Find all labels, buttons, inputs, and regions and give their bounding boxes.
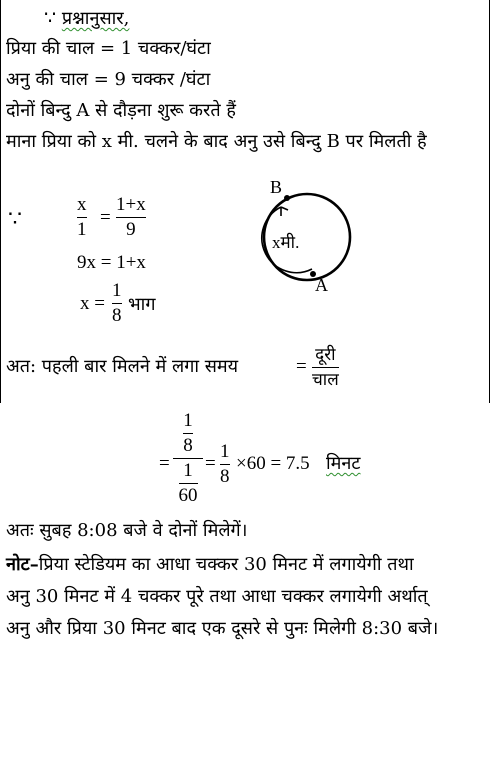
calc-equals-1: =: [159, 453, 170, 474]
compound-denominator: [179, 460, 198, 507]
note-line-1: [6, 554, 414, 576]
fraction-bar: [77, 217, 87, 218]
label-a: A: [315, 275, 328, 295]
arrowhead: [281, 207, 288, 216]
eq1-rhs-fraction: [116, 194, 146, 241]
compound-fraction: [173, 410, 203, 507]
one-eighth-fraction: [220, 441, 230, 488]
arc-label: xमी.: [272, 233, 300, 252]
one-eighth-den: 8: [220, 466, 230, 487]
point-b-dot: [284, 195, 290, 201]
calc-equals-2: =: [205, 453, 216, 474]
given-assumption: माना प्रिया को x मी. चलने के बाद अनु उसे बिन्दु B पर मिलती है: [6, 131, 427, 152]
circular-track-diagram: [255, 175, 365, 295]
main-fraction-bar: [173, 458, 203, 459]
calc-unit: मिनट: [326, 453, 361, 474]
speed-label: चाल: [312, 370, 339, 390]
note-label: नोट–: [6, 554, 39, 575]
eq3-unit: भाग: [128, 294, 156, 315]
eq1-lhs-fraction: [77, 194, 87, 241]
time-formula-equals: =: [296, 356, 307, 377]
note-line-3: अनु और प्रिया 30 मिनट बाद एक दूसरे से पुनः मिलेगी 8:30 बजे।: [6, 618, 439, 639]
fraction-bar: [312, 367, 339, 368]
compound-num-den: 8: [183, 435, 193, 456]
compound-numerator: [183, 410, 193, 457]
eq1-lhs-numerator: x: [77, 194, 87, 215]
given-anu-speed: अनु की चाल = 9 चक्कर /घंटा: [6, 69, 211, 90]
eq1-rhs-numerator: 1+x: [116, 194, 146, 215]
fraction-bar: [179, 483, 198, 484]
fraction-bar: [116, 217, 146, 218]
one-eighth-num: 1: [220, 441, 230, 462]
compound-num-num: 1: [183, 410, 193, 431]
fraction-bar: [112, 303, 122, 304]
calc-result: ×60 = 7.5: [236, 453, 310, 474]
given-start-point: दोनों बिन्दु A से दौड़ना शुरू करते हैं: [6, 100, 236, 121]
eq1-lhs-denominator: 1: [77, 219, 87, 240]
eq1-equals: =: [100, 207, 111, 228]
heading-text: प्रश्नानुसार,: [61, 8, 130, 29]
eq3-lhs: x =: [80, 293, 105, 314]
eq1-rhs-denominator: 9: [126, 219, 136, 240]
because-symbol: ∵: [44, 8, 57, 29]
given-priya-speed: प्रिया की चाल = 1 चक्कर/घंटा: [6, 38, 211, 59]
eq2: 9x = 1+x: [77, 252, 146, 273]
eq3-denominator: 8: [112, 305, 122, 326]
eq3-numerator: 1: [112, 280, 122, 301]
distance-label: दूरी: [315, 345, 336, 365]
heading-line: [44, 8, 129, 30]
compound-den-den: 60: [178, 485, 198, 506]
conclusion-line: अतः सुबह 8:08 बजे वे दोनों मिलेगें।: [6, 520, 248, 541]
eq3-fraction: [112, 280, 122, 327]
note-text-1: प्रिया स्टेडियम का आधा चक्कर 30 मिनट में लगायेगी तथा: [38, 554, 414, 575]
compound-den-num: 1: [183, 460, 193, 481]
fraction-bar: [183, 433, 193, 434]
distance-over-speed-fraction: [312, 344, 339, 391]
note-line-2: अनु 30 मिनट में 4 चक्कर पूरे तथा आधा चक्कर लगायेगी अर्थात्: [6, 586, 428, 607]
time-formula-text: अत: पहली बार मिलने में लगा समय: [6, 356, 239, 377]
since-symbol: ∵: [8, 206, 22, 231]
fraction-bar: [220, 464, 230, 465]
label-b: B: [270, 177, 283, 197]
